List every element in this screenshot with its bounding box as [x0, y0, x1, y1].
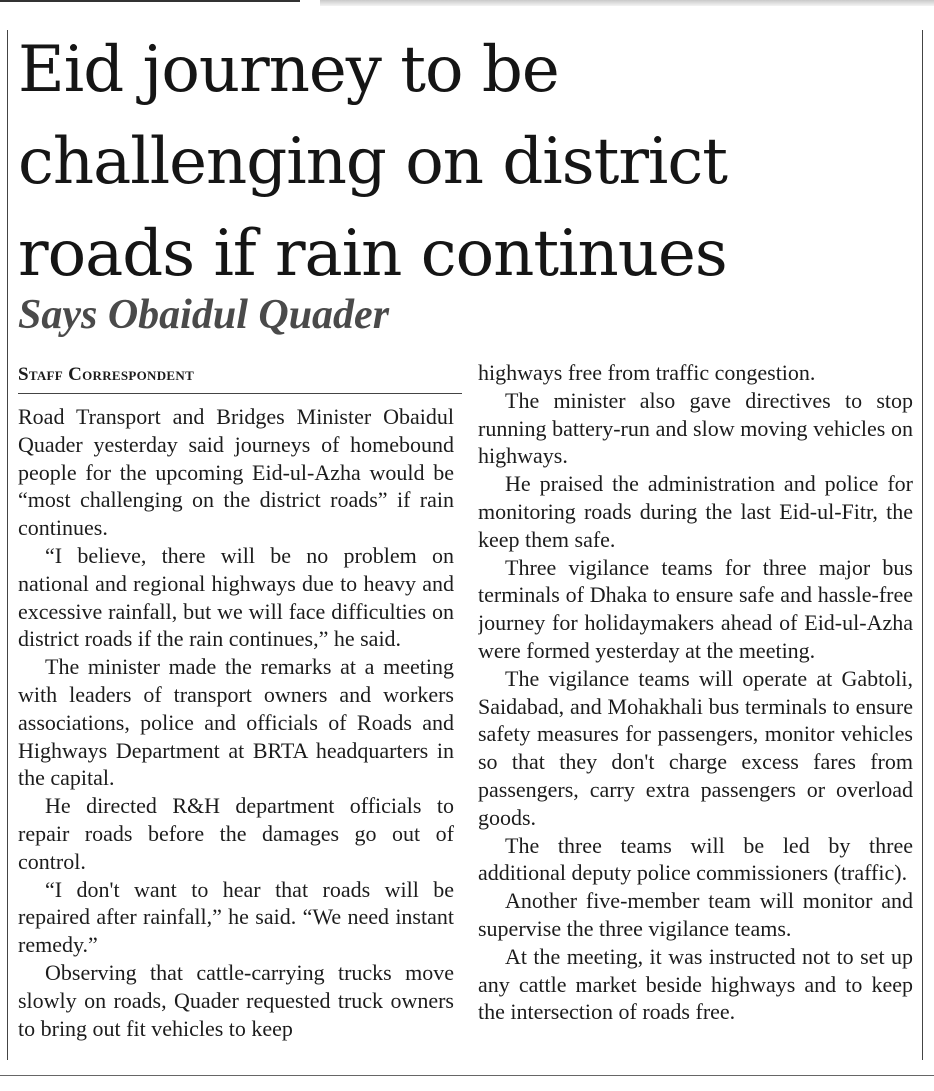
article-column-right	[478, 359, 913, 1069]
bottom-rule	[0, 1075, 934, 1076]
top-shadow	[320, 0, 934, 6]
paragraph: At the meeting, it was instructed not to set up any cattle market beside highways and to keep the intersection of roads free.	[478, 943, 913, 1025]
paragraph: “I don't want to hear that roads will be repaired after rainfall,” he said. “We need instant remedy.”	[18, 876, 454, 958]
paragraph: He directed R&H department officials to repair roads before the damages go out of control.	[18, 793, 454, 874]
byline: Staff Correspondent	[18, 364, 462, 394]
paragraph: The vigilance teams will operate at Gabtoli, Saidabad, and Mohakhali bus terminals to ensure safety measures for passengers, monitor vehicles so that they don't charge excess fares from passengers, carry extra passengers or overload goods.	[478, 665, 913, 830]
paragraph: The minister made the remarks at a meeting with leaders of transport owners and workers associations, police and officials of Roads and Highways Department at BRTA headquarters in the capital.	[18, 654, 454, 791]
left-column-rule	[7, 30, 8, 1060]
paragraph: “I believe, there will be no problem on national and regional highways due to heavy and excessive rainfall, but we will face difficulties on district roads if the rain continues,” he said.	[18, 542, 454, 652]
subheadline: Says Obaidul Quader	[18, 292, 390, 338]
paragraph: Another five-member team will monitor and supervise the three vigilance teams.	[478, 888, 913, 941]
headline: Eid journey to be challenging on district roads if rain continues	[18, 33, 727, 291]
paragraph: Three vigilance teams for three major bus terminals of Dhaka to ensure safe and hassle-free journey for holidaymakers ahead of Eid-ul-Azha were formed yesterday at the meeting.	[478, 554, 913, 663]
paragraph: The three teams will be led by three additional deputy police commissioners (traffic).	[478, 832, 913, 886]
article-column-left	[18, 403, 454, 1063]
paragraph: highways free from traffic congestion.	[478, 360, 816, 385]
top-rule	[0, 0, 300, 2]
paragraph: Observing that cattle-carrying trucks move slowly on roads, Quader requested truck owners to bring out fit vehicles to keep	[18, 959, 454, 1041]
paragraph: The minister also gave directives to stop running battery-run and slow moving vehicles on highways.	[478, 387, 913, 469]
paragraph: He praised the administration and police for monitoring roads during the last Eid-ul-Fitr, the keep them safe.	[478, 471, 913, 552]
paragraph: Road Transport and Bridges Minister Obaidul Quader yesterday said journeys of homebound people for the upcoming Eid-ul-Azha would be “most challenging on the district roads” if rain continues.	[18, 404, 454, 541]
right-column-rule	[922, 30, 923, 1060]
